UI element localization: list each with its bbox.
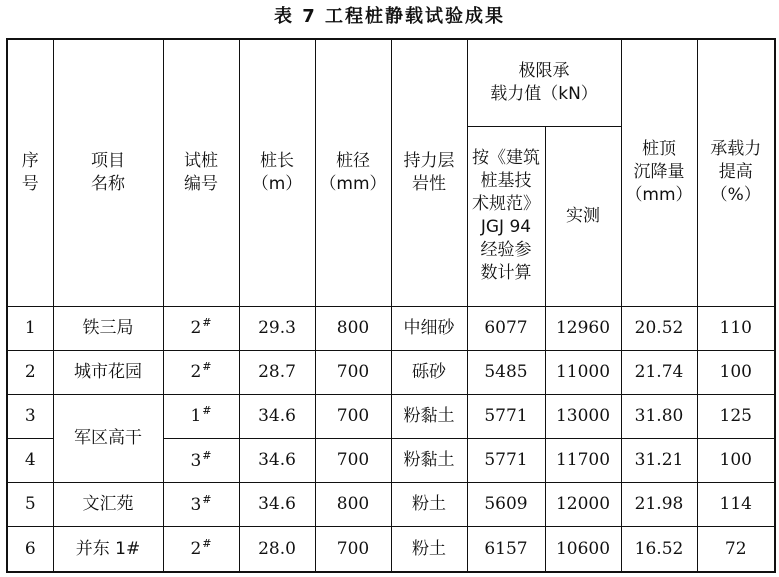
header-settlement: 桩顶 沉降量 （mm） <box>621 39 697 306</box>
cell-length: 34.6 <box>239 394 315 438</box>
cell-pile-no: 2# <box>163 306 239 350</box>
header-seq: 序 号 <box>7 39 53 306</box>
cell-calculated: 5771 <box>467 439 545 483</box>
table-row <box>7 483 775 527</box>
cell-pile-no: 1# <box>163 394 239 438</box>
cell-improvement: 110 <box>697 306 775 350</box>
cell-measured: 12960 <box>545 306 621 350</box>
cell-diameter: 700 <box>315 394 391 438</box>
cell-pile-no: 3# <box>163 483 239 527</box>
cell-project: 并东 1# <box>53 527 163 572</box>
table-row <box>7 527 775 572</box>
cell-pile-no: 2# <box>163 350 239 394</box>
cell-project: 文汇苑 <box>53 483 163 527</box>
table-title: 表 7 工程桩静载试验成果 <box>273 6 506 27</box>
cell-improvement: 100 <box>697 439 775 483</box>
cell-measured: 13000 <box>545 394 621 438</box>
cell-diameter: 800 <box>315 483 391 527</box>
cell-improvement: 72 <box>697 527 775 572</box>
header-project: 项目 名称 <box>53 39 163 306</box>
cell-settlement: 21.74 <box>621 350 697 394</box>
cell-settlement: 20.52 <box>621 306 697 350</box>
header-bearing-layer: 持力层 岩性 <box>391 39 467 306</box>
cell-seq: 5 <box>7 483 53 527</box>
cell-calculated: 5485 <box>467 350 545 394</box>
cell-diameter: 700 <box>315 527 391 572</box>
cell-measured: 11700 <box>545 439 621 483</box>
cell-project: 军区高干 <box>53 394 163 482</box>
cell-length: 34.6 <box>239 483 315 527</box>
cell-length: 34.6 <box>239 439 315 483</box>
cell-improvement: 125 <box>697 394 775 438</box>
cell-improvement: 114 <box>697 483 775 527</box>
cell-pile-no: 3# <box>163 439 239 483</box>
header-diameter: 桩径 （mm） <box>315 39 391 306</box>
cell-length: 29.3 <box>239 306 315 350</box>
cell-pile-no: 2# <box>163 527 239 572</box>
cell-measured: 11000 <box>545 350 621 394</box>
table-row <box>7 350 775 394</box>
cell-calculated: 6157 <box>467 527 545 572</box>
cell-diameter: 700 <box>315 350 391 394</box>
cell-calculated: 5609 <box>467 483 545 527</box>
cell-seq: 1 <box>7 306 53 350</box>
cell-seq: 2 <box>7 350 53 394</box>
table-row <box>7 306 775 350</box>
cell-settlement: 31.21 <box>621 439 697 483</box>
header-pile-no: 试桩 编号 <box>163 39 239 306</box>
cell-diameter: 700 <box>315 439 391 483</box>
header-improvement: 承载力 提高 （%） <box>697 39 775 306</box>
cell-calculated: 5771 <box>467 394 545 438</box>
header-ultimate-capacity: 极限承 载力值（kN） <box>467 39 621 126</box>
cell-layer: 砾砂 <box>391 350 467 394</box>
table-row <box>7 394 775 438</box>
cell-measured: 12000 <box>545 483 621 527</box>
cell-settlement: 31.80 <box>621 394 697 438</box>
header-calculated: 按《建筑 桩基技 术规范》 JGJ 94 经验参 数计算 <box>467 126 545 306</box>
header-measured: 实测 <box>545 126 621 306</box>
cell-diameter: 800 <box>315 306 391 350</box>
cell-layer: 粉黏土 <box>391 439 467 483</box>
header-length: 桩长 （m） <box>239 39 315 306</box>
cell-improvement: 100 <box>697 350 775 394</box>
cell-calculated: 6077 <box>467 306 545 350</box>
cell-layer: 中细砂 <box>391 306 467 350</box>
cell-layer: 粉土 <box>391 527 467 572</box>
cell-layer: 粉土 <box>391 483 467 527</box>
cell-layer: 粉黏土 <box>391 394 467 438</box>
cell-seq: 6 <box>7 527 53 572</box>
cell-project: 城市花园 <box>53 350 163 394</box>
cell-length: 28.7 <box>239 350 315 394</box>
cell-length: 28.0 <box>239 527 315 572</box>
cell-project: 铁三局 <box>53 306 163 350</box>
cell-measured: 10600 <box>545 527 621 572</box>
cell-seq: 3 <box>7 394 53 438</box>
cell-settlement: 21.98 <box>621 483 697 527</box>
cell-seq: 4 <box>7 439 53 483</box>
pile-test-table <box>6 38 776 573</box>
cell-settlement: 16.52 <box>621 527 697 572</box>
